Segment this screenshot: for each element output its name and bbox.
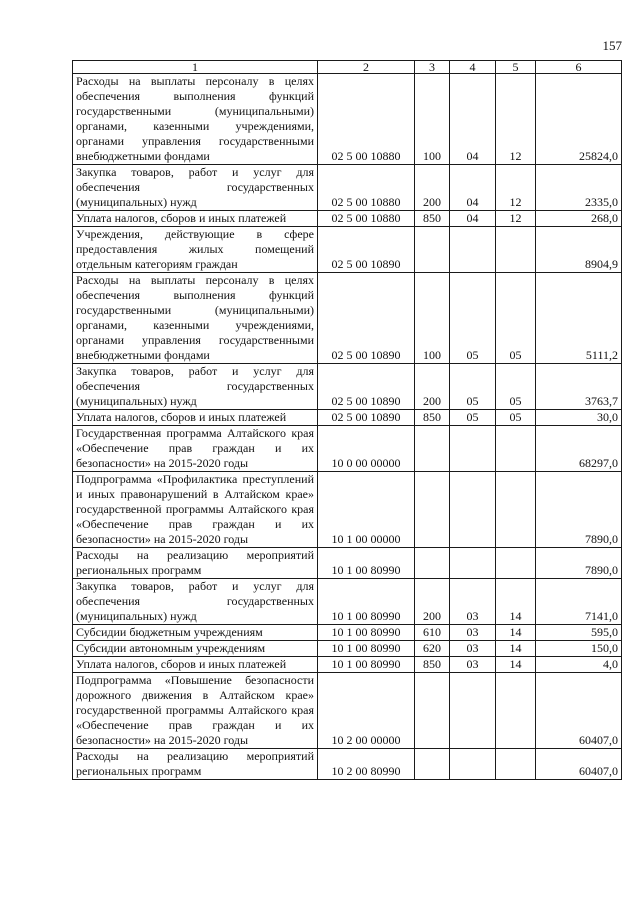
expense-type-cell (415, 749, 450, 780)
target-code-cell: 10 1 00 80990 (318, 579, 415, 625)
expense-type-cell: 100 (415, 74, 450, 165)
table-row (73, 74, 622, 165)
row-name-cell: Уплата налогов, сборов и иных платежей (73, 211, 318, 227)
subsection-cell: 12 (496, 211, 536, 227)
table-row (73, 641, 622, 657)
subsection-cell: 14 (496, 657, 536, 673)
row-name-cell: Расходы на реализацию мероприятий региональных программ (73, 548, 318, 579)
subsection-cell: 05 (496, 410, 536, 426)
subsection-cell (496, 673, 536, 749)
table-row (73, 227, 622, 273)
row-name-cell: Расходы на выплаты персоналу в целях обеспечения выполнения функций государственными (муниципальными) органами, казенными учреждениями, органами управления государственными внебюджетными фондами (73, 74, 318, 165)
section-cell (450, 673, 496, 749)
column-header: 6 (536, 61, 622, 74)
row-name-cell: Закупка товаров, работ и услуг для обеспечения государственных (муниципальных) нужд (73, 165, 318, 211)
amount-cell: 150,0 (536, 641, 622, 657)
target-code-cell: 02 5 00 10890 (318, 227, 415, 273)
expense-type-cell: 850 (415, 410, 450, 426)
section-cell (450, 227, 496, 273)
expense-type-cell (415, 227, 450, 273)
column-number-row (73, 61, 622, 74)
subsection-cell (496, 426, 536, 472)
expense-type-cell: 620 (415, 641, 450, 657)
target-code-cell: 10 1 00 80990 (318, 641, 415, 657)
subsection-cell: 12 (496, 74, 536, 165)
row-name-cell: Уплата налогов, сборов и иных платежей (73, 410, 318, 426)
row-name-cell: Подпрограмма «Профилактика преступлений и иных правонарушений в Алтайском крае» государственной программы Алтайского края «Обеспечение прав граждан и их безопасности» на 2015-2020 годы (73, 472, 318, 548)
expense-type-cell: 100 (415, 273, 450, 364)
amount-cell: 60407,0 (536, 673, 622, 749)
row-name-cell: Закупка товаров, работ и услуг для обеспечения государственных (муниципальных) нужд (73, 579, 318, 625)
section-cell: 03 (450, 579, 496, 625)
amount-cell: 7141,0 (536, 579, 622, 625)
amount-cell: 2335,0 (536, 165, 622, 211)
table-row (73, 749, 622, 780)
row-name-cell: Закупка товаров, работ и услуг для обеспечения государственных (муниципальных) нужд (73, 364, 318, 410)
subsection-cell: 05 (496, 364, 536, 410)
table-row (73, 625, 622, 641)
expense-type-cell (415, 426, 450, 472)
row-name-cell: Субсидии автономным учреждениям (73, 641, 318, 657)
column-header: 2 (318, 61, 415, 74)
table-row (73, 364, 622, 410)
expense-type-cell (415, 673, 450, 749)
amount-cell: 30,0 (536, 410, 622, 426)
section-cell: 03 (450, 641, 496, 657)
subsection-cell (496, 548, 536, 579)
subsection-cell: 12 (496, 165, 536, 211)
target-code-cell: 02 5 00 10890 (318, 364, 415, 410)
expense-type-cell: 850 (415, 211, 450, 227)
expense-type-cell (415, 472, 450, 548)
section-cell (450, 548, 496, 579)
row-name-cell: Расходы на реализацию мероприятий региональных программ (73, 749, 318, 780)
target-code-cell: 10 1 00 00000 (318, 472, 415, 548)
expense-type-cell: 850 (415, 657, 450, 673)
amount-cell: 25824,0 (536, 74, 622, 165)
table-row (73, 410, 622, 426)
section-cell (450, 426, 496, 472)
amount-cell: 268,0 (536, 211, 622, 227)
table-row (73, 211, 622, 227)
target-code-cell: 02 5 00 10890 (318, 410, 415, 426)
table-row (73, 673, 622, 749)
page-number: 157 (602, 38, 622, 53)
amount-cell: 7890,0 (536, 548, 622, 579)
amount-cell: 595,0 (536, 625, 622, 641)
subsection-cell: 14 (496, 579, 536, 625)
column-header: 1 (73, 61, 318, 74)
expense-type-cell: 200 (415, 165, 450, 211)
subsection-cell: 14 (496, 641, 536, 657)
section-cell: 04 (450, 74, 496, 165)
target-code-cell: 02 5 00 10880 (318, 74, 415, 165)
row-name-cell: Субсидии бюджетным учреждениям (73, 625, 318, 641)
section-cell: 03 (450, 657, 496, 673)
section-cell: 05 (450, 364, 496, 410)
subsection-cell (496, 749, 536, 780)
column-header: 4 (450, 61, 496, 74)
target-code-cell: 02 5 00 10890 (318, 273, 415, 364)
amount-cell: 4,0 (536, 657, 622, 673)
table-body (73, 74, 622, 780)
target-code-cell: 10 1 00 80990 (318, 625, 415, 641)
section-cell: 03 (450, 625, 496, 641)
amount-cell: 5111,2 (536, 273, 622, 364)
table-row (73, 472, 622, 548)
subsection-cell (496, 227, 536, 273)
table-row (73, 579, 622, 625)
section-cell (450, 749, 496, 780)
target-code-cell: 10 1 00 80990 (318, 548, 415, 579)
section-cell: 04 (450, 211, 496, 227)
target-code-cell: 02 5 00 10880 (318, 165, 415, 211)
table-row (73, 273, 622, 364)
row-name-cell: Расходы на выплаты персоналу в целях обеспечения выполнения функций государственными (муниципальными) органами, казенными учреждениями, органами управления государственными внебюджетными фондами (73, 273, 318, 364)
expense-type-cell: 610 (415, 625, 450, 641)
section-cell: 05 (450, 273, 496, 364)
expense-type-cell: 200 (415, 364, 450, 410)
amount-cell: 8904,9 (536, 227, 622, 273)
target-code-cell: 10 2 00 00000 (318, 673, 415, 749)
column-header: 5 (496, 61, 536, 74)
amount-cell: 7890,0 (536, 472, 622, 548)
subsection-cell (496, 472, 536, 548)
section-cell: 04 (450, 165, 496, 211)
subsection-cell: 05 (496, 273, 536, 364)
amount-cell: 60407,0 (536, 749, 622, 780)
target-code-cell: 10 2 00 80990 (318, 749, 415, 780)
row-name-cell: Государственная программа Алтайского края «Обеспечение прав граждан и их безопасности» на 2015-2020 годы (73, 426, 318, 472)
expense-type-cell: 200 (415, 579, 450, 625)
expense-type-cell (415, 548, 450, 579)
row-name-cell: Учреждения, действующие в сфере предоставления жилых помещений отдельным категориям граждан (73, 227, 318, 273)
table-row (73, 165, 622, 211)
table-row (73, 426, 622, 472)
table-row (73, 548, 622, 579)
subsection-cell: 14 (496, 625, 536, 641)
target-code-cell: 10 1 00 80990 (318, 657, 415, 673)
section-cell (450, 472, 496, 548)
amount-cell: 3763,7 (536, 364, 622, 410)
budget-table (72, 60, 622, 780)
row-name-cell: Уплата налогов, сборов и иных платежей (73, 657, 318, 673)
row-name-cell: Подпрограмма «Повышение безопасности дорожного движения в Алтайском крае» государственной программы Алтайского края «Обеспечение прав граждан и их безопасности» на 2015-2020 годы (73, 673, 318, 749)
target-code-cell: 10 0 00 00000 (318, 426, 415, 472)
table-row (73, 657, 622, 673)
amount-cell: 68297,0 (536, 426, 622, 472)
target-code-cell: 02 5 00 10880 (318, 211, 415, 227)
section-cell: 05 (450, 410, 496, 426)
column-header: 3 (415, 61, 450, 74)
